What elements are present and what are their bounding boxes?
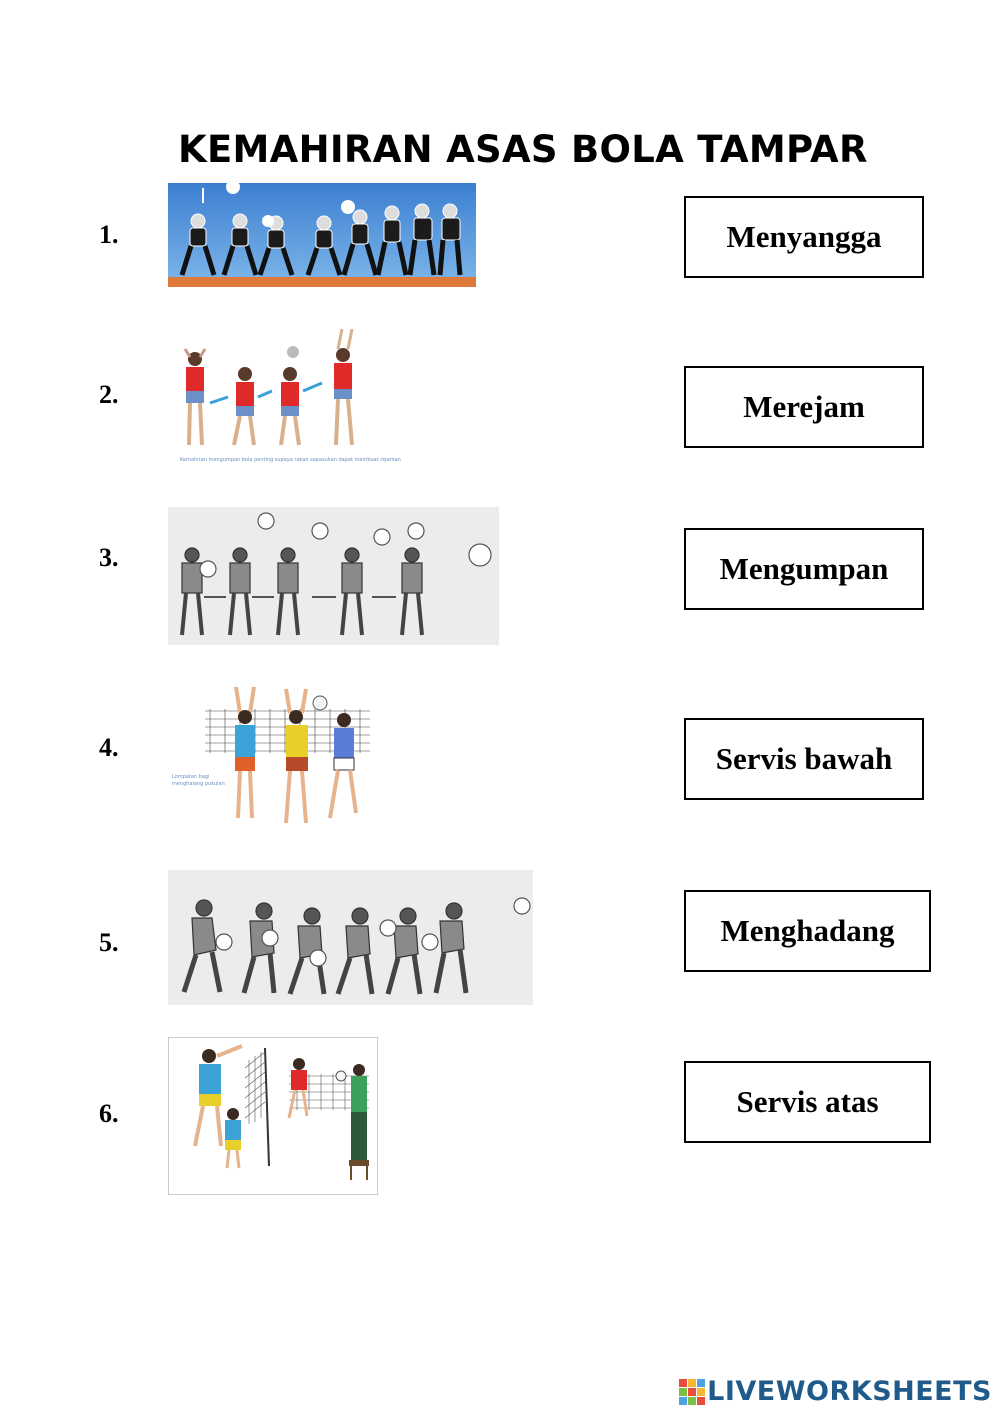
liveworksheets-logo-icon (679, 1379, 705, 1405)
brand-name: LIVEWORKSHEETS (707, 1376, 992, 1407)
item-number-4: 4. (99, 733, 119, 762)
svg-text:Kemahiran mengumpan bola penti: Kemahiran mengumpan bola penting supaya rakan sepasukan dapat membuat rejaman (180, 457, 401, 463)
volleyball-set-image (170, 325, 401, 465)
answer-box-3[interactable]: Mengumpan (684, 528, 924, 610)
answer-box-2[interactable]: Merejam (684, 366, 924, 448)
item-number-5: 5. (99, 928, 119, 957)
answer-box-5[interactable]: Menghadang (684, 890, 931, 972)
item-number-2: 2. (99, 380, 119, 409)
answer-box-6[interactable]: Servis atas (684, 1061, 931, 1143)
volleyball-dig-image (168, 183, 476, 287)
volleyball-overhand-serve-image (168, 507, 499, 645)
item-number-3: 3. (99, 543, 119, 572)
volleyball-block-image (170, 683, 375, 838)
answer-box-1[interactable]: Menyangga (684, 196, 924, 278)
volleyball-underhand-serve-image (168, 870, 533, 1005)
item-number-1: 1. (99, 220, 119, 249)
svg-text:Lompatan bagi: Lompatan bagi (172, 774, 210, 780)
volleyball-spike-image (168, 1037, 378, 1195)
worksheet-title: KEMAHIRAN ASAS BOLA TAMPAR (178, 128, 868, 171)
item-number-6: 6. (99, 1099, 119, 1128)
liveworksheets-brand (679, 1376, 992, 1407)
svg-text:menghalang pukulan: menghalang pukulan (172, 781, 225, 787)
answer-box-4[interactable]: Servis bawah (684, 718, 924, 800)
